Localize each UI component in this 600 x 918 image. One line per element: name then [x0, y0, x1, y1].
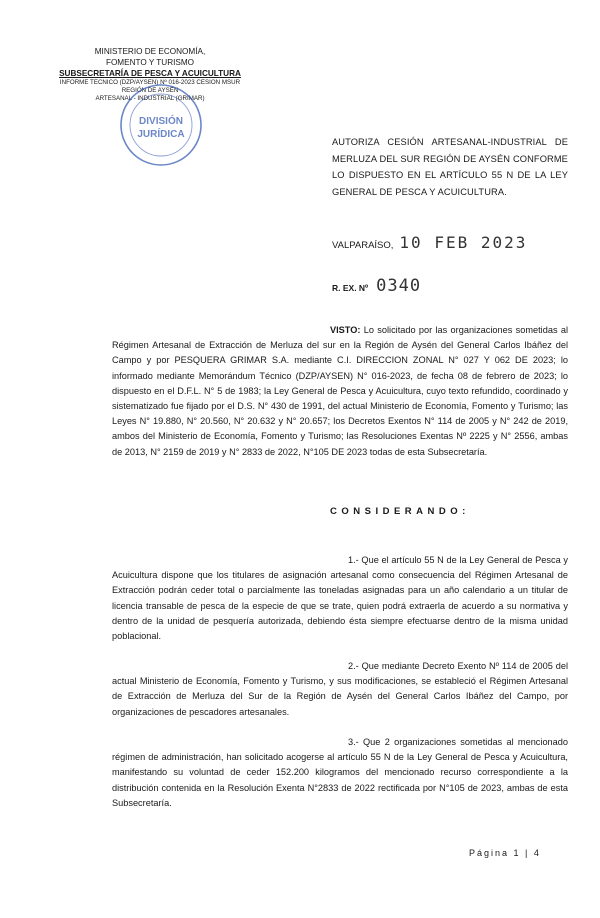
considerando-paragraph-1: [112, 553, 568, 644]
resolution-title: AUTORIZA CESIÓN ARTESANAL-INDUSTRIAL DE MERLUZA DEL SUR REGIÓN DE AYSÉN CONFORME LO DISPUESTO EN EL ARTÍCULO 55 N DE LA LEY GENERAL DE PESCA Y ACUICULTURA.: [332, 137, 568, 197]
visto-paragraph: [112, 323, 568, 460]
juridica-stamp-icon: [118, 82, 204, 168]
header-line-4: INFORME TECNICO (DZP/AYSEN) Nº 016-2023 CESION MSUR: [59, 79, 241, 86]
paragraph-3-text: 3.- Que 2 organizaciones sometidas al mencionado régimen de administración, han solicitado acogerse al artículo 55 N de la Ley General de Pesca y Acuicultura, manifestando su voluntad de ceder 152.200 kilogramos del mencionado recurso correspondiente a la distribución contenida en la Resolución Exenta N°2833 de 2022 rectificada por N°105 de 2023, ambas de esta Subsecretaría.: [112, 737, 568, 808]
rex-number: 0340: [376, 276, 422, 296]
date-city: VALPARAÍSO,: [332, 240, 394, 251]
considerando-heading: CONSIDERANDO:: [330, 506, 470, 517]
rex-label: R. EX. Nº: [332, 283, 369, 293]
paragraph-2-text: 2.- Que mediante Decreto Exento Nº 114 de 2005 del actual Ministerio de Economía, Fomento y Turismo, y sus modificaciones, se estableció el Régimen Artesanal de Extracción de Merluza del Sur de la Región de Aysén del General Carlos Ibáñez del Campo, por organizaciones de pescadores artesanales.: [112, 661, 568, 717]
date-handwritten: 10 FEB 2023: [399, 233, 528, 252]
header-line-3: SUBSECRETARÍA DE PESCA Y ACUICULTURA: [59, 69, 241, 78]
resolution-number-line: [332, 276, 421, 296]
considerando-paragraph-2: [112, 659, 568, 720]
stamp-line-1: DIVISIÓN: [139, 116, 183, 127]
stamp-line-2: JURÍDICA: [137, 129, 185, 140]
visto-label: VISTO:: [330, 325, 361, 335]
header-line-1: MINISTERIO DE ECONOMÍA,: [94, 47, 206, 56]
visto-text: Lo solicitado por las organizaciones sometidas al Régimen Artesanal de Extracción de Merluza del sur en la Región de Aysén del General Carlos Ibáñez del Campo y por PESQUERA GRIMAR S.A. mediante C.I. DIRECCION ZONAL N° 027 Y 062 DE 2023; lo informado mediante Memorándum Técnico (DZP/AYSEN) N° 016-2023, de fecha 08 de febrero de 2023; lo dispuesto en el D.F.L. N° 5 de 1983; la Ley General de Pesca y Acuicultura, cuyo texto refundido, coordinado y sistematizado fue fijado por el D.S. N° 430 de 1991, del actual Ministerio de Economía, Fomento y Turismo; las Leyes N° 19.880, N° 20.560, N° 20.632 y N° 20.657; los Decretos Exentos N° 114 de 2005 y N° 242 de 2019, ambos del Ministerio de Economía, Fomento y Turismo; las Resoluciones Exentas Nº 2225 y N° 2556, ambas de 2013, N° 2159 de 2019 y N° 2833 de 2022, N°105 DE 2023 todas de esta Subsecretaría.: [112, 325, 568, 457]
date-line: [332, 233, 527, 252]
header-line-5: REGIÓN DE AYSÉN: [121, 87, 179, 94]
page-number: Página 1 | 4: [469, 848, 541, 858]
header-line-2: FOMENTO Y TURISMO: [105, 58, 195, 67]
header-line-6: ARTESANAL - INDUSTRIAL (GRIMAR): [95, 95, 205, 102]
paragraph-1-text: 1.- Que el artículo 55 N de la Ley General de Pesca y Acuicultura dispone que los titulares de asignación artesanal como consecuencia del Régimen Artesanal de Extracción podrán ceder total o parcialmente las toneladas asignadas para un año calendario a un titular de licencia transable de pesca de la especie de que se trate, quien podrá extraerla de acuerdo a su normativa y dentro de la unidad de pesquería autorizada, debiendo ésta siempre efectuarse dentro de la misma unidad poblacional.: [112, 555, 568, 642]
considerando-paragraph-3: [112, 735, 568, 811]
